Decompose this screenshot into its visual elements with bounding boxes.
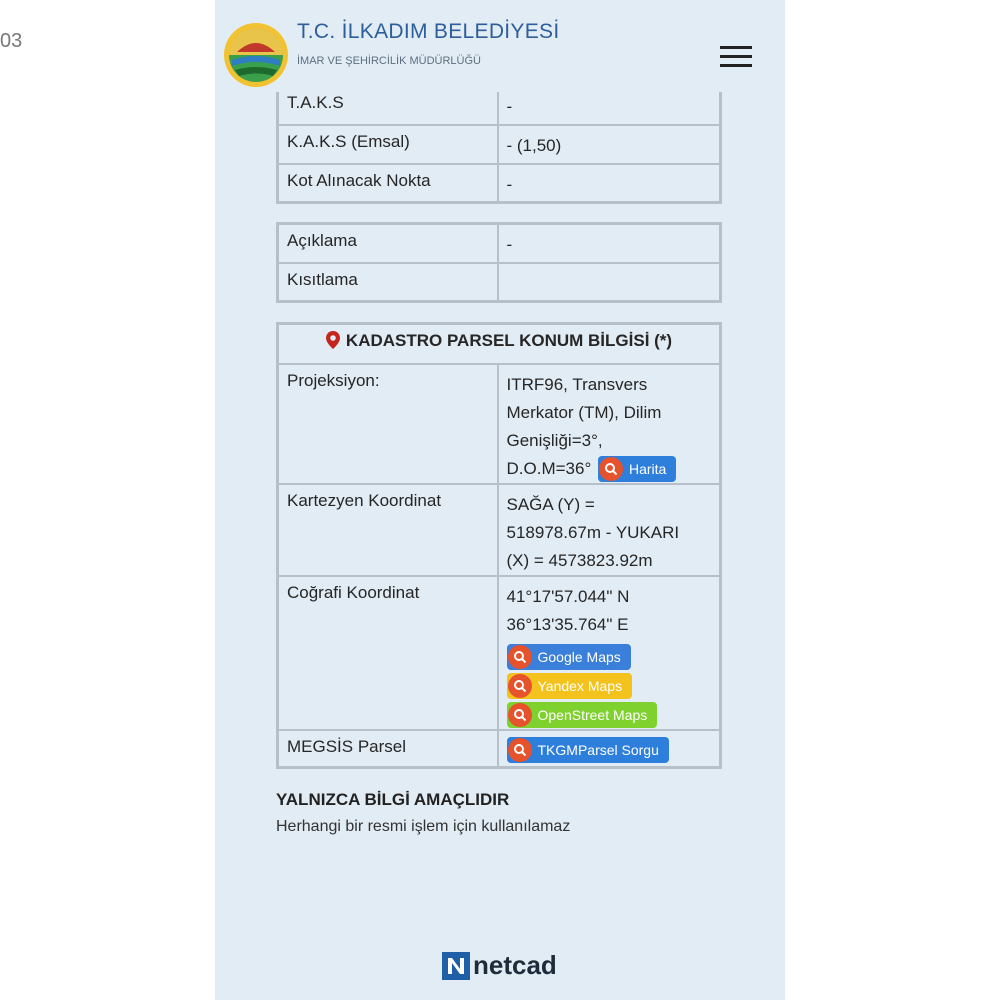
search-icon bbox=[599, 457, 623, 481]
projeksiyon-line: ITRF96, Transvers bbox=[506, 374, 648, 394]
cografi-value bbox=[498, 576, 721, 730]
kaks-label: K.A.K.S (Emsal) bbox=[278, 125, 498, 164]
map-pin-icon bbox=[326, 331, 340, 349]
cografi-label: Coğrafi Koordinat bbox=[278, 576, 498, 730]
yandex-maps-button[interactable] bbox=[507, 673, 633, 699]
search-icon bbox=[508, 738, 532, 762]
kot-value: - bbox=[498, 164, 721, 203]
kadastro-heading-row bbox=[278, 324, 721, 364]
kartezyen-value bbox=[498, 484, 721, 576]
harita-button[interactable] bbox=[598, 456, 676, 482]
search-icon bbox=[508, 674, 532, 698]
projeksiyon-line: D.O.M=36° bbox=[506, 458, 592, 478]
kartezyen-label: Kartezyen Koordinat bbox=[278, 484, 498, 576]
netcad-logo bbox=[442, 950, 557, 981]
table-row bbox=[278, 224, 721, 263]
tkgm-parsel-button[interactable] bbox=[507, 737, 669, 763]
kartezyen-line: SAĞA (Y) = bbox=[506, 494, 595, 514]
openstreet-maps-button[interactable] bbox=[507, 702, 658, 728]
kisitlama-value bbox=[498, 263, 721, 302]
harita-button-label: Harita bbox=[628, 461, 667, 478]
table-row bbox=[278, 164, 721, 203]
projeksiyon-value bbox=[498, 364, 721, 484]
google-maps-button[interactable] bbox=[507, 644, 631, 670]
kot-label: Kot Alınacak Nokta bbox=[278, 164, 498, 203]
taks-label: T.A.K.S bbox=[278, 86, 498, 125]
app-header bbox=[215, 0, 785, 92]
cografi-line: 36°13'35.764" E bbox=[506, 614, 629, 634]
taks-value: - bbox=[498, 86, 721, 125]
map-buttons bbox=[507, 643, 712, 729]
netcad-brand: netcad bbox=[473, 950, 557, 980]
megsis-label: MEGSİS Parsel bbox=[278, 730, 498, 768]
kartezyen-line: (X) = 4573823.92m bbox=[506, 550, 653, 570]
aciklama-value: - bbox=[498, 224, 721, 263]
megsis-value bbox=[498, 730, 721, 768]
kisitlama-label: Kısıtlama bbox=[278, 263, 498, 302]
kadastro-heading-text: KADASTRO PARSEL KONUM BİLGİSİ (*) bbox=[345, 331, 673, 350]
projeksiyon-line: Merkator (TM), Dilim bbox=[506, 402, 662, 422]
netcad-icon bbox=[442, 952, 470, 980]
header-subtitle: İMAR VE ŞEHİRCİLİK MÜDÜRLÜĞÜ bbox=[297, 55, 481, 67]
kaks-value: - (1,50) bbox=[498, 125, 721, 164]
search-icon bbox=[508, 645, 532, 669]
municipality-logo-icon bbox=[223, 22, 289, 88]
search-icon bbox=[508, 703, 532, 727]
parcel-params-table bbox=[276, 84, 722, 204]
disclaimer-text: Herhangi bir resmi işlem için kullanılamaz bbox=[276, 818, 571, 835]
aciklama-label: Açıklama bbox=[278, 224, 498, 263]
table-row bbox=[278, 125, 721, 164]
projeksiyon-line-dom bbox=[507, 455, 712, 483]
kadastro-heading bbox=[278, 324, 721, 364]
page-content bbox=[215, 0, 785, 1000]
projeksiyon-line: Genişliği=3°, bbox=[506, 430, 603, 450]
header-title: T.C. İLKADIM BELEDİYESİ bbox=[297, 20, 560, 43]
kartezyen-line: 518978.67m - YUKARI bbox=[506, 522, 680, 542]
table-row bbox=[278, 484, 721, 576]
table-row bbox=[278, 263, 721, 302]
mobile-screen bbox=[215, 0, 785, 1000]
kadastro-table bbox=[276, 322, 722, 769]
google-maps-label: Google Maps bbox=[537, 649, 621, 666]
table-row bbox=[278, 576, 721, 730]
disclaimer-title: YALNIZCA BİLGİ AMAÇLIDIR bbox=[276, 790, 510, 809]
cografi-line: 41°17'57.044" N bbox=[506, 586, 630, 606]
projeksiyon-label: Projeksiyon: bbox=[278, 364, 498, 484]
menu-bar bbox=[720, 64, 752, 67]
yandex-maps-label: Yandex Maps bbox=[537, 678, 623, 695]
menu-bar bbox=[720, 55, 752, 58]
corner-text: 03 bbox=[0, 30, 23, 52]
openstreet-maps-label: OpenStreet Maps bbox=[537, 707, 648, 724]
table-row bbox=[278, 730, 721, 768]
hamburger-menu-icon[interactable] bbox=[720, 44, 752, 70]
tkgm-parsel-label: TKGMParsel Sorgu bbox=[537, 742, 659, 759]
notes-table bbox=[276, 222, 722, 303]
menu-bar bbox=[720, 46, 752, 49]
table-row bbox=[278, 364, 721, 484]
